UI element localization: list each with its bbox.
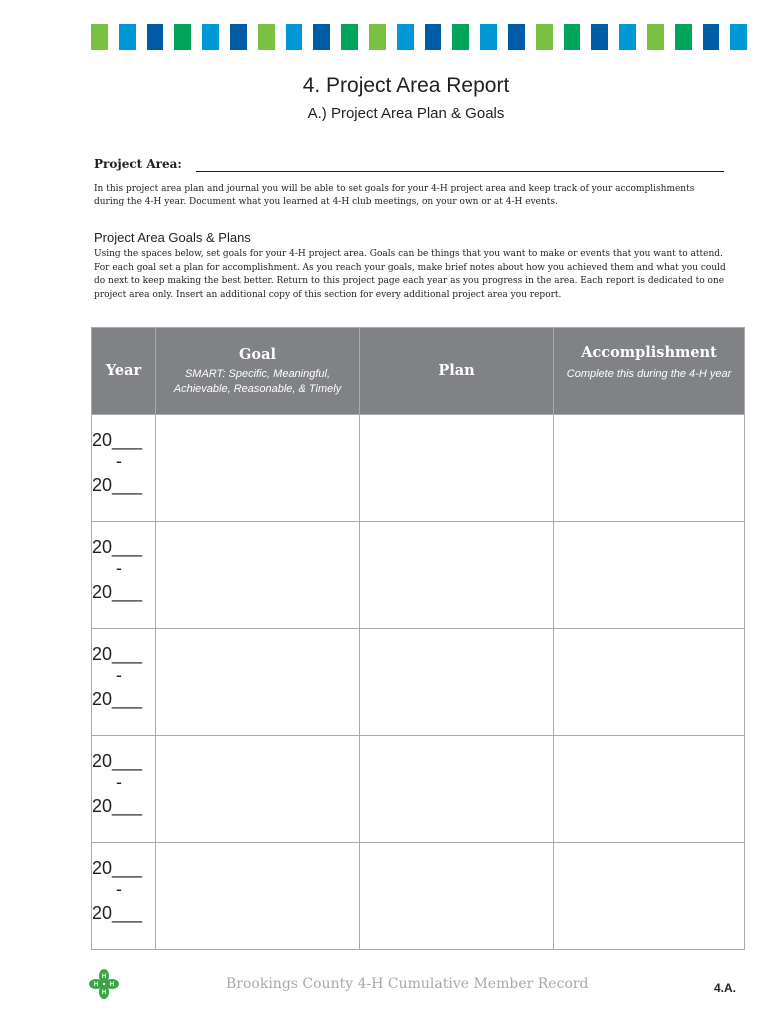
color-square: [230, 24, 247, 50]
year-start: 20___: [92, 537, 143, 557]
year-end: 20___: [92, 689, 143, 709]
project-area-field[interactable]: [196, 171, 724, 172]
goal-cell[interactable]: [156, 736, 360, 843]
accomplishment-column-header: [554, 328, 745, 415]
color-square: [202, 24, 219, 50]
plan-cell[interactable]: [360, 843, 554, 950]
goals-heading: Project Area Goals & Plans: [94, 230, 251, 245]
year-start: 20___: [92, 751, 143, 771]
color-square: [341, 24, 358, 50]
color-square: [508, 24, 525, 50]
four-leaf-clover-icon: [89, 968, 119, 1000]
goal-column-header: [156, 328, 360, 415]
color-square: [147, 24, 164, 50]
page-title: 4. Project Area Report: [302, 74, 510, 97]
color-square: [119, 24, 136, 50]
accomplishment-cell[interactable]: [554, 629, 745, 736]
color-square: [730, 24, 747, 50]
year-column-header: [92, 328, 156, 415]
accomplishment-cell[interactable]: [554, 736, 745, 843]
year-start: 20___: [92, 430, 143, 450]
color-square: [369, 24, 386, 50]
goal-header-label: Goal: [239, 346, 276, 363]
year-cell[interactable]: [92, 415, 156, 522]
table-row: [92, 843, 745, 950]
color-square: [286, 24, 303, 50]
color-square: [647, 24, 664, 50]
color-square: [703, 24, 720, 50]
year-dash: -: [116, 665, 122, 685]
color-square: [480, 24, 497, 50]
year-end: 20___: [92, 796, 143, 816]
year-dash: -: [116, 451, 122, 471]
year-start: 20___: [92, 858, 143, 878]
year-end: 20___: [92, 903, 143, 923]
accomplishment-header-label: Accomplishment: [581, 344, 717, 361]
goal-header-subtext: SMART: Specific, Meaningful, Achievable, Reasonable, & Timely: [173, 368, 342, 395]
color-square: [591, 24, 608, 50]
accomplishment-header-subtext: Complete this during the 4-H year: [566, 368, 732, 380]
color-square: [619, 24, 636, 50]
color-square: [425, 24, 442, 50]
color-square: [536, 24, 553, 50]
year-dash: -: [116, 879, 122, 899]
project-area-label: Project Area:: [94, 157, 182, 171]
table-row: [92, 522, 745, 629]
svg-text:H: H: [93, 982, 99, 988]
year-dash: -: [116, 772, 122, 792]
footer-text: Brookings County 4-H Cumulative Member Record: [226, 976, 589, 992]
table-row: [92, 736, 745, 843]
year-cell[interactable]: [92, 629, 156, 736]
table-row: [92, 629, 745, 736]
plan-cell[interactable]: [360, 415, 554, 522]
year-cell[interactable]: [92, 736, 156, 843]
color-square: [564, 24, 581, 50]
year-header-label: Year: [105, 362, 142, 379]
color-square: [452, 24, 469, 50]
goal-cell[interactable]: [156, 415, 360, 522]
svg-text:H: H: [101, 990, 107, 996]
goals-instructions: Using the spaces below, set goals for your 4-H project area. Goals can be things that you want to make or events that you want to attend. For each goal set a plan for accomplishment. As you reach your goals, make brief notes about how you achieved them and what you could do next to keep making the best better. Return to this project page each year as you progress in the area. Each report is dedicated to one project area only. Insert an additional copy of this section for every additional project area you report.: [94, 249, 726, 300]
plan-column-header: [360, 328, 554, 415]
year-end: 20___: [92, 475, 143, 495]
color-square: [91, 24, 108, 50]
plan-cell[interactable]: [360, 522, 554, 629]
page-subtitle: A.) Project Area Plan & Goals: [307, 105, 505, 122]
accomplishment-cell[interactable]: [554, 415, 745, 522]
year-end: 20___: [92, 582, 143, 602]
intro-paragraph: In this project area plan and journal you will be able to set goals for your 4-H project area and keep track of your accomplishments during the 4-H year. Document what you learned at 4-H club meetings, on your own or at 4-H events.: [94, 184, 695, 207]
svg-text:H: H: [101, 974, 107, 980]
color-square: [258, 24, 275, 50]
goal-cell[interactable]: [156, 843, 360, 950]
color-square: [397, 24, 414, 50]
accomplishment-cell[interactable]: [554, 843, 745, 950]
year-start: 20___: [92, 644, 143, 664]
svg-text:H: H: [109, 982, 115, 988]
year-dash: -: [116, 558, 122, 578]
year-cell[interactable]: [92, 843, 156, 950]
year-cell[interactable]: [92, 522, 156, 629]
plan-cell[interactable]: [360, 736, 554, 843]
table-row: [92, 415, 745, 522]
color-square: [675, 24, 692, 50]
color-square: [174, 24, 191, 50]
goals-table: [91, 327, 745, 950]
goal-cell[interactable]: [156, 522, 360, 629]
color-square: [313, 24, 330, 50]
goal-cell[interactable]: [156, 629, 360, 736]
plan-cell[interactable]: [360, 629, 554, 736]
page-number: 4.A.: [714, 981, 737, 995]
plan-header-label: Plan: [438, 362, 475, 379]
color-square-banner: [91, 24, 747, 50]
accomplishment-cell[interactable]: [554, 522, 745, 629]
